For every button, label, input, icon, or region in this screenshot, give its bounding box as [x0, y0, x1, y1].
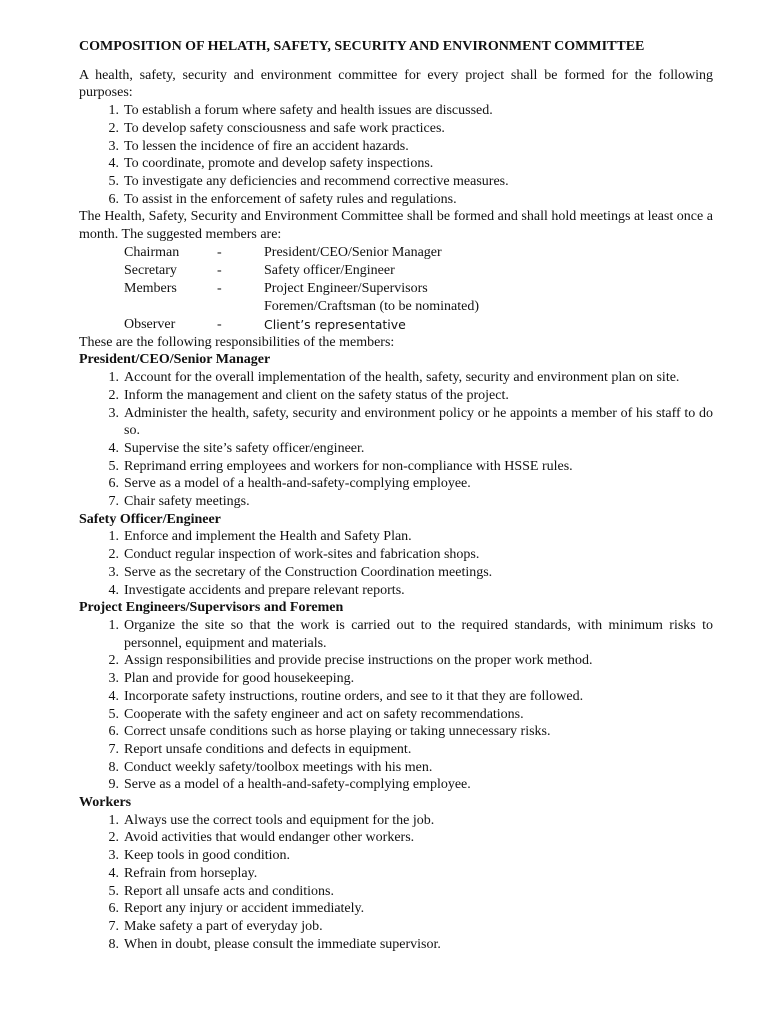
list-item — [79, 528, 713, 546]
item-number: 4. — [108, 582, 119, 598]
item-number: 4. — [108, 865, 119, 881]
item-number: 3. — [108, 671, 119, 687]
item-number: 1. — [108, 529, 119, 545]
list-item — [79, 847, 713, 865]
list-item — [79, 723, 713, 741]
item-text: Inform the management and client on the safety status of the project. — [124, 387, 509, 403]
list-item — [79, 173, 713, 191]
item-number: 2. — [108, 547, 119, 563]
list-item — [79, 138, 713, 156]
list-item — [79, 191, 713, 209]
section-heading-workers: Workers — [79, 795, 132, 811]
engineers-responsibilities-list — [79, 617, 713, 794]
workers-responsibilities-list — [79, 812, 713, 954]
item-text: Always use the correct tools and equipment for the job. — [124, 812, 435, 828]
item-text: Serve as a model of a health-and-safety-complying employee. — [124, 777, 471, 793]
list-item — [79, 829, 713, 847]
list-item — [79, 759, 713, 777]
list-item — [79, 812, 713, 830]
member-name: Foremen/Craftsman (to be nominated) — [264, 298, 479, 314]
item-number: 2. — [108, 387, 119, 403]
list-item — [79, 617, 713, 652]
item-number: 5. — [108, 458, 119, 474]
item-text: Chair safety meetings. — [124, 494, 250, 510]
item-number: 8. — [108, 759, 119, 775]
list-item — [79, 865, 713, 883]
item-number: 7. — [108, 918, 119, 934]
member-role: Chairman — [124, 244, 180, 260]
item-number: 3. — [108, 405, 119, 421]
item-text: Administer the health, safety, security and environment policy or he appoints a member of his staff to do so. — [124, 405, 713, 439]
item-number: 4. — [108, 440, 119, 456]
list-item — [79, 475, 713, 493]
member-dash — [212, 298, 264, 316]
list-item — [79, 120, 713, 138]
committee-paragraph: The Health, Safety, Security and Environment Committee shall be formed and shall hold meetings at least once a month. The suggested members are: — [79, 209, 713, 243]
item-text: Supervise the site’s safety officer/engineer. — [124, 440, 365, 456]
item-number: 6. — [108, 191, 119, 207]
item-number: 6. — [108, 476, 119, 492]
document-page — [79, 38, 713, 953]
member-role — [79, 298, 212, 316]
list-item — [79, 387, 713, 405]
list-item — [79, 546, 713, 564]
president-responsibilities-list — [79, 369, 713, 511]
section-heading-president: President/CEO/Senior Manager — [79, 352, 271, 368]
list-item — [79, 564, 713, 582]
member-dash: - — [217, 262, 222, 278]
item-text: Refrain from horseplay. — [124, 865, 258, 881]
list-item — [79, 102, 713, 120]
document-title: COMPOSITION OF HELATH, SAFETY, SECURITY AND ENVIRONMENT COMMITTEE — [79, 39, 645, 54]
item-text: Assign responsibilities and provide precise instructions on the proper work method. — [124, 653, 593, 669]
responsibilities-intro: These are the following responsibilities of the members: — [79, 334, 395, 350]
item-number: 5. — [108, 883, 119, 899]
item-text: Correct unsafe conditions such as horse playing or taking unnecessary risks. — [124, 724, 551, 740]
item-text: Enforce and implement the Health and Safety Plan. — [124, 529, 412, 545]
item-number: 6. — [108, 724, 119, 740]
item-number: 2. — [108, 830, 119, 846]
item-number: 7. — [108, 741, 119, 757]
item-number: 1. — [108, 370, 119, 386]
item-text: Report any injury or accident immediately. — [124, 901, 365, 917]
item-text: Organize the site so that the work is carried out to the required standards, with minimum risks to personnel, equipment and materials. — [124, 617, 713, 651]
member-dash: - — [217, 244, 222, 260]
item-number: 3. — [108, 848, 119, 864]
list-item — [79, 670, 713, 688]
list-item — [79, 155, 713, 173]
item-text: Avoid activities that would endanger other workers. — [124, 830, 415, 846]
list-item — [79, 458, 713, 476]
list-item — [79, 776, 713, 794]
item-text: Incorporate safety instructions, routine orders, and see to it that they are followed. — [124, 688, 584, 704]
item-text: Conduct weekly safety/toolbox meetings with his men. — [124, 759, 433, 775]
item-number: 3. — [108, 564, 119, 580]
item-number: 6. — [108, 901, 119, 917]
item-number: 4. — [108, 688, 119, 704]
member-name: Project Engineer/Supervisors — [264, 280, 428, 296]
item-text: To investigate any deficiencies and recommend corrective measures. — [124, 173, 509, 189]
purposes-list — [79, 102, 713, 208]
item-text: Plan and provide for good housekeeping. — [124, 671, 355, 687]
item-number: 4. — [108, 156, 119, 172]
list-item — [79, 652, 713, 670]
list-item — [79, 883, 713, 901]
members-table — [79, 244, 713, 334]
member-role: Members — [124, 280, 177, 296]
item-text: To assist in the enforcement of safety rules and regulations. — [124, 191, 457, 207]
list-item — [79, 936, 713, 954]
member-row — [79, 244, 713, 262]
item-number: 1. — [108, 617, 119, 633]
member-row — [79, 316, 713, 334]
item-number: 9. — [108, 777, 119, 793]
item-text: Report all unsafe acts and conditions. — [124, 883, 334, 899]
list-item — [79, 741, 713, 759]
member-role: Observer — [124, 316, 176, 332]
list-item — [79, 405, 713, 440]
item-text: Keep tools in good condition. — [124, 848, 291, 864]
list-item — [79, 493, 713, 511]
item-number: 1. — [108, 812, 119, 828]
list-item — [79, 706, 713, 724]
item-text: Cooperate with the safety engineer and act on safety recommendations. — [124, 706, 524, 722]
item-text: Account for the overall implementation of the health, safety, security and environment plan on site. — [124, 370, 680, 386]
member-dash: - — [217, 280, 222, 296]
list-item — [79, 918, 713, 936]
member-row — [79, 280, 713, 298]
list-item — [79, 440, 713, 458]
item-text: Make safety a part of everyday job. — [124, 918, 323, 934]
item-text: Reprimand erring employees and workers for non-compliance with HSSE rules. — [124, 458, 573, 474]
item-number: 2. — [108, 120, 119, 136]
item-number: 7. — [108, 494, 119, 510]
item-number: 1. — [108, 103, 119, 119]
list-item — [79, 688, 713, 706]
member-role: Secretary — [124, 262, 177, 278]
item-text: Report unsafe conditions and defects in equipment. — [124, 741, 412, 757]
item-number: 2. — [108, 653, 119, 669]
list-item — [79, 369, 713, 387]
item-text: Investigate accidents and prepare relevant reports. — [124, 582, 405, 598]
section-heading-engineers: Project Engineers/Supervisors and Foremen — [79, 600, 344, 616]
item-text: To establish a forum where safety and health issues are discussed. — [124, 103, 493, 119]
item-text: To coordinate, promote and develop safety inspections. — [124, 156, 434, 172]
item-text: When in doubt, please consult the immediate supervisor. — [124, 936, 441, 952]
item-text: Serve as a model of a health-and-safety-complying employee. — [124, 476, 471, 492]
member-name: President/CEO/Senior Manager — [264, 244, 442, 260]
item-number: 8. — [108, 936, 119, 952]
safety-officer-responsibilities-list — [79, 528, 713, 599]
item-text: Serve as the secretary of the Construction Coordination meetings. — [124, 564, 493, 580]
member-row — [79, 262, 713, 280]
member-name: Safety officer/Engineer — [264, 262, 395, 278]
item-number: 5. — [108, 706, 119, 722]
item-number: 3. — [108, 138, 119, 154]
member-dash: - — [217, 316, 222, 332]
intro-paragraph: A health, safety, security and environment committee for every project shall be formed for the following purposes: — [79, 67, 713, 101]
list-item — [79, 582, 713, 600]
section-heading-safety-officer: Safety Officer/Engineer — [79, 511, 221, 527]
item-text: To lessen the incidence of fire an accident hazards. — [124, 138, 409, 154]
item-text: To develop safety consciousness and safe work practices. — [124, 120, 445, 136]
member-row — [79, 298, 713, 316]
item-number: 5. — [108, 173, 119, 189]
member-name: Client’s representative — [264, 316, 406, 332]
list-item — [79, 900, 713, 918]
item-text: Conduct regular inspection of work-sites and fabrication shops. — [124, 547, 480, 563]
